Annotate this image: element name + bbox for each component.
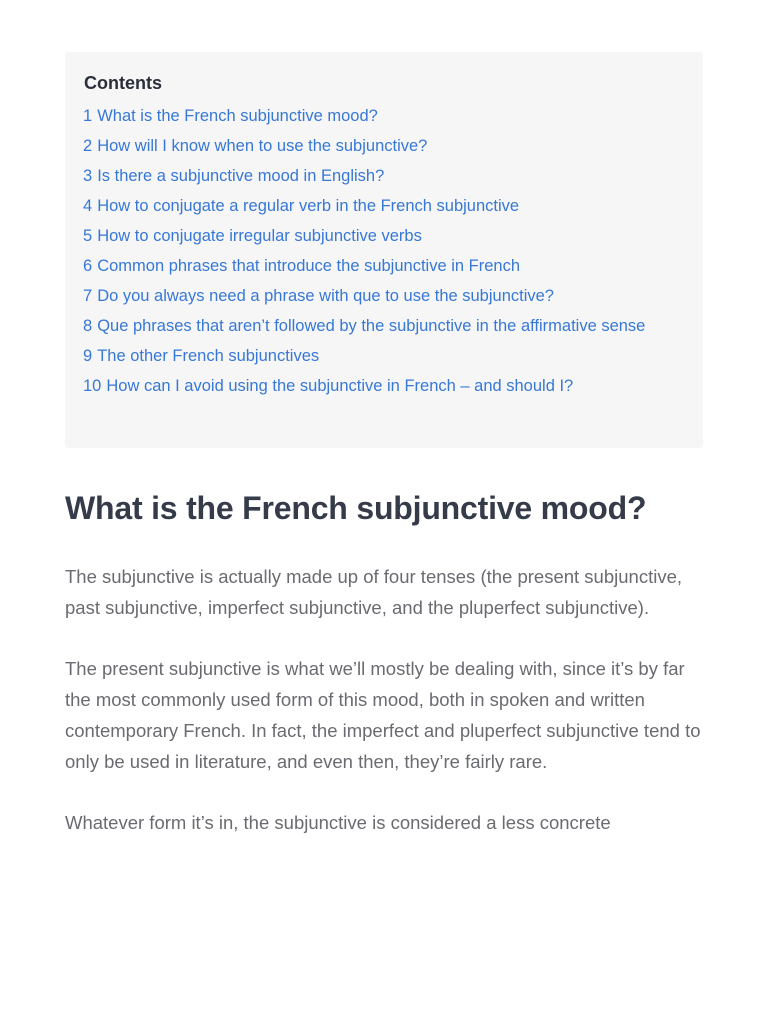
toc-item-label: How can I avoid using the subjunctive in French – and should I? — [106, 377, 574, 395]
toc-item-label: Common phrases that introduce the subjunctive in French — [97, 257, 520, 275]
toc-item-number: 6 — [83, 257, 93, 275]
toc-item-number: 7 — [83, 287, 93, 305]
article-body — [65, 485, 705, 868]
toc-item-label: What is the French subjunctive mood? — [97, 107, 378, 125]
toc-item-number: 9 — [83, 347, 93, 365]
section-heading: What is the French subjunctive mood? — [65, 490, 647, 526]
toc-item-label: How to conjugate a regular verb in the French subjunctive — [97, 197, 520, 215]
toc-item-number: 4 — [83, 197, 93, 215]
paragraph-2: The present subjunctive is what we’ll mostly be dealing with, since it’s by far the most commonly used form of this mood, both in spoken and written contemporary French. In fact, the imperfect and pluperfect subjunctive tend to only be used in literature, and even then, they’re fairly rare. — [65, 658, 701, 772]
toc-title: Contents — [84, 73, 162, 93]
toc-item-label: Do you always need a phrase with que to use the subjunctive? — [97, 287, 554, 305]
toc-item-number: 3 — [83, 167, 93, 185]
toc-item-label: How to conjugate irregular subjunctive verbs — [97, 227, 422, 245]
toc-item-number: 1 — [83, 107, 93, 125]
toc-link-1[interactable] — [83, 107, 378, 125]
paragraph-3: Whatever form it’s in, the subjunctive is considered a less concrete — [65, 812, 611, 833]
toc-link-5[interactable] — [83, 227, 422, 245]
toc-item — [83, 342, 683, 370]
toc-item-number: 2 — [83, 137, 93, 155]
toc-link-7[interactable] — [83, 287, 554, 305]
toc-link-3[interactable] — [83, 167, 384, 185]
toc-link-8[interactable] — [83, 317, 645, 335]
toc-link-6[interactable] — [83, 257, 520, 275]
toc-list — [83, 102, 683, 400]
toc-item — [83, 132, 683, 160]
toc-item-label: Que phrases that aren’t followed by the subjunctive in the affirmative sense — [97, 317, 646, 335]
toc-item-number: 8 — [83, 317, 93, 335]
toc-item — [83, 282, 683, 310]
toc-item — [83, 102, 683, 130]
toc-item-number: 5 — [83, 227, 93, 245]
toc-item — [83, 162, 683, 190]
toc-item-label: How will I know when to use the subjunctive? — [97, 137, 428, 155]
paragraph-1: The subjunctive is actually made up of four tenses (the present subjunctive, past subjunctive, imperfect subjunctive, and the pluperfect subjunctive). — [65, 566, 683, 618]
toc-item — [83, 372, 683, 400]
toc-item — [83, 222, 683, 250]
toc-item-number: 10 — [83, 377, 102, 395]
toc-link-4[interactable] — [83, 197, 519, 215]
toc-item — [83, 312, 683, 340]
toc-link-2[interactable] — [83, 137, 427, 155]
toc-item-label: The other French subjunctives — [97, 347, 320, 365]
toc-item-label: Is there a subjunctive mood in English? — [97, 167, 385, 185]
toc-link-9[interactable] — [83, 347, 319, 365]
toc-item — [83, 192, 683, 220]
toc-item — [83, 252, 683, 280]
toc-link-10[interactable] — [83, 377, 573, 395]
table-of-contents — [65, 52, 703, 448]
